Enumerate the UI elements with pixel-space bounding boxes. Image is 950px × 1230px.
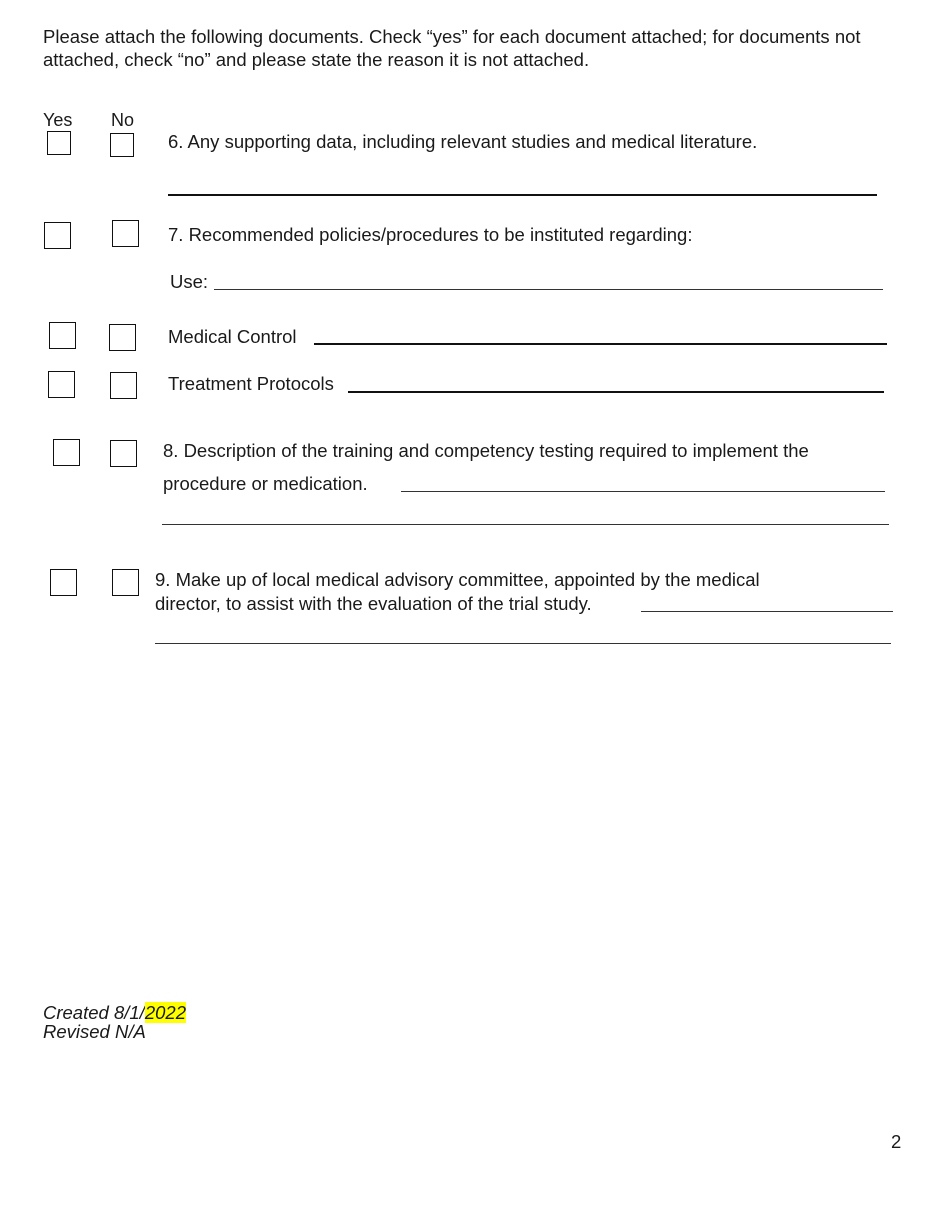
item9-text-line2: director, to assist with the evaluation of the trial study. bbox=[155, 593, 592, 614]
item7-yes-checkbox[interactable] bbox=[44, 222, 71, 249]
item8-reason-line[interactable] bbox=[162, 524, 889, 525]
no-column-header: No bbox=[111, 110, 135, 130]
instructions-paragraph: Please attach the following documents. Check “yes” for each document attached; for documents not attached, check “no” and please state the reason it is not attached. bbox=[43, 26, 861, 70]
medical-control-yes-checkbox[interactable] bbox=[49, 322, 76, 349]
item8-no-checkbox[interactable] bbox=[110, 440, 137, 467]
item8-text-line2: procedure or medication. bbox=[163, 473, 368, 494]
created-date bbox=[43, 1003, 186, 1022]
treatment-protocols-label: Treatment Protocols bbox=[168, 373, 334, 394]
treatment-protocols-line[interactable] bbox=[348, 391, 884, 393]
item8-text-line1: 8. Description of the training and competency testing required to implement the bbox=[163, 440, 809, 461]
item6-text: 6. Any supporting data, including relevant studies and medical literature. bbox=[168, 131, 758, 152]
yes-column-header: Yes bbox=[43, 110, 73, 130]
item9-inline-line[interactable] bbox=[641, 611, 893, 612]
item6-reason-line[interactable] bbox=[168, 194, 877, 196]
medical-control-label: Medical Control bbox=[168, 326, 297, 347]
item7-text: 7. Recommended policies/procedures to be instituted regarding: bbox=[168, 224, 693, 245]
created-year-highlight: 2022 bbox=[144, 1002, 186, 1023]
treatment-protocols-no-checkbox[interactable] bbox=[110, 372, 137, 399]
item8-inline-line[interactable] bbox=[401, 491, 885, 492]
item7-use-line[interactable] bbox=[214, 289, 883, 290]
item8-yes-checkbox[interactable] bbox=[53, 439, 80, 466]
item9-text-line1: 9. Make up of local medical advisory committee, appointed by the medical bbox=[155, 569, 760, 590]
created-date-prefix: Created 8/1/ bbox=[43, 1002, 145, 1023]
medical-control-no-checkbox[interactable] bbox=[109, 324, 136, 351]
medical-control-line[interactable] bbox=[314, 343, 887, 345]
treatment-protocols-yes-checkbox[interactable] bbox=[48, 371, 75, 398]
revised-date: Revised N/A bbox=[43, 1021, 146, 1042]
item9-no-checkbox[interactable] bbox=[112, 569, 139, 596]
item7-use-label: Use: bbox=[170, 271, 209, 292]
item7-no-checkbox[interactable] bbox=[112, 220, 139, 247]
item9-yes-checkbox[interactable] bbox=[50, 569, 77, 596]
item6-no-checkbox[interactable] bbox=[110, 133, 134, 157]
page-number: 2 bbox=[891, 1131, 902, 1152]
item9-reason-line[interactable] bbox=[155, 643, 891, 644]
item6-yes-checkbox[interactable] bbox=[47, 131, 71, 155]
